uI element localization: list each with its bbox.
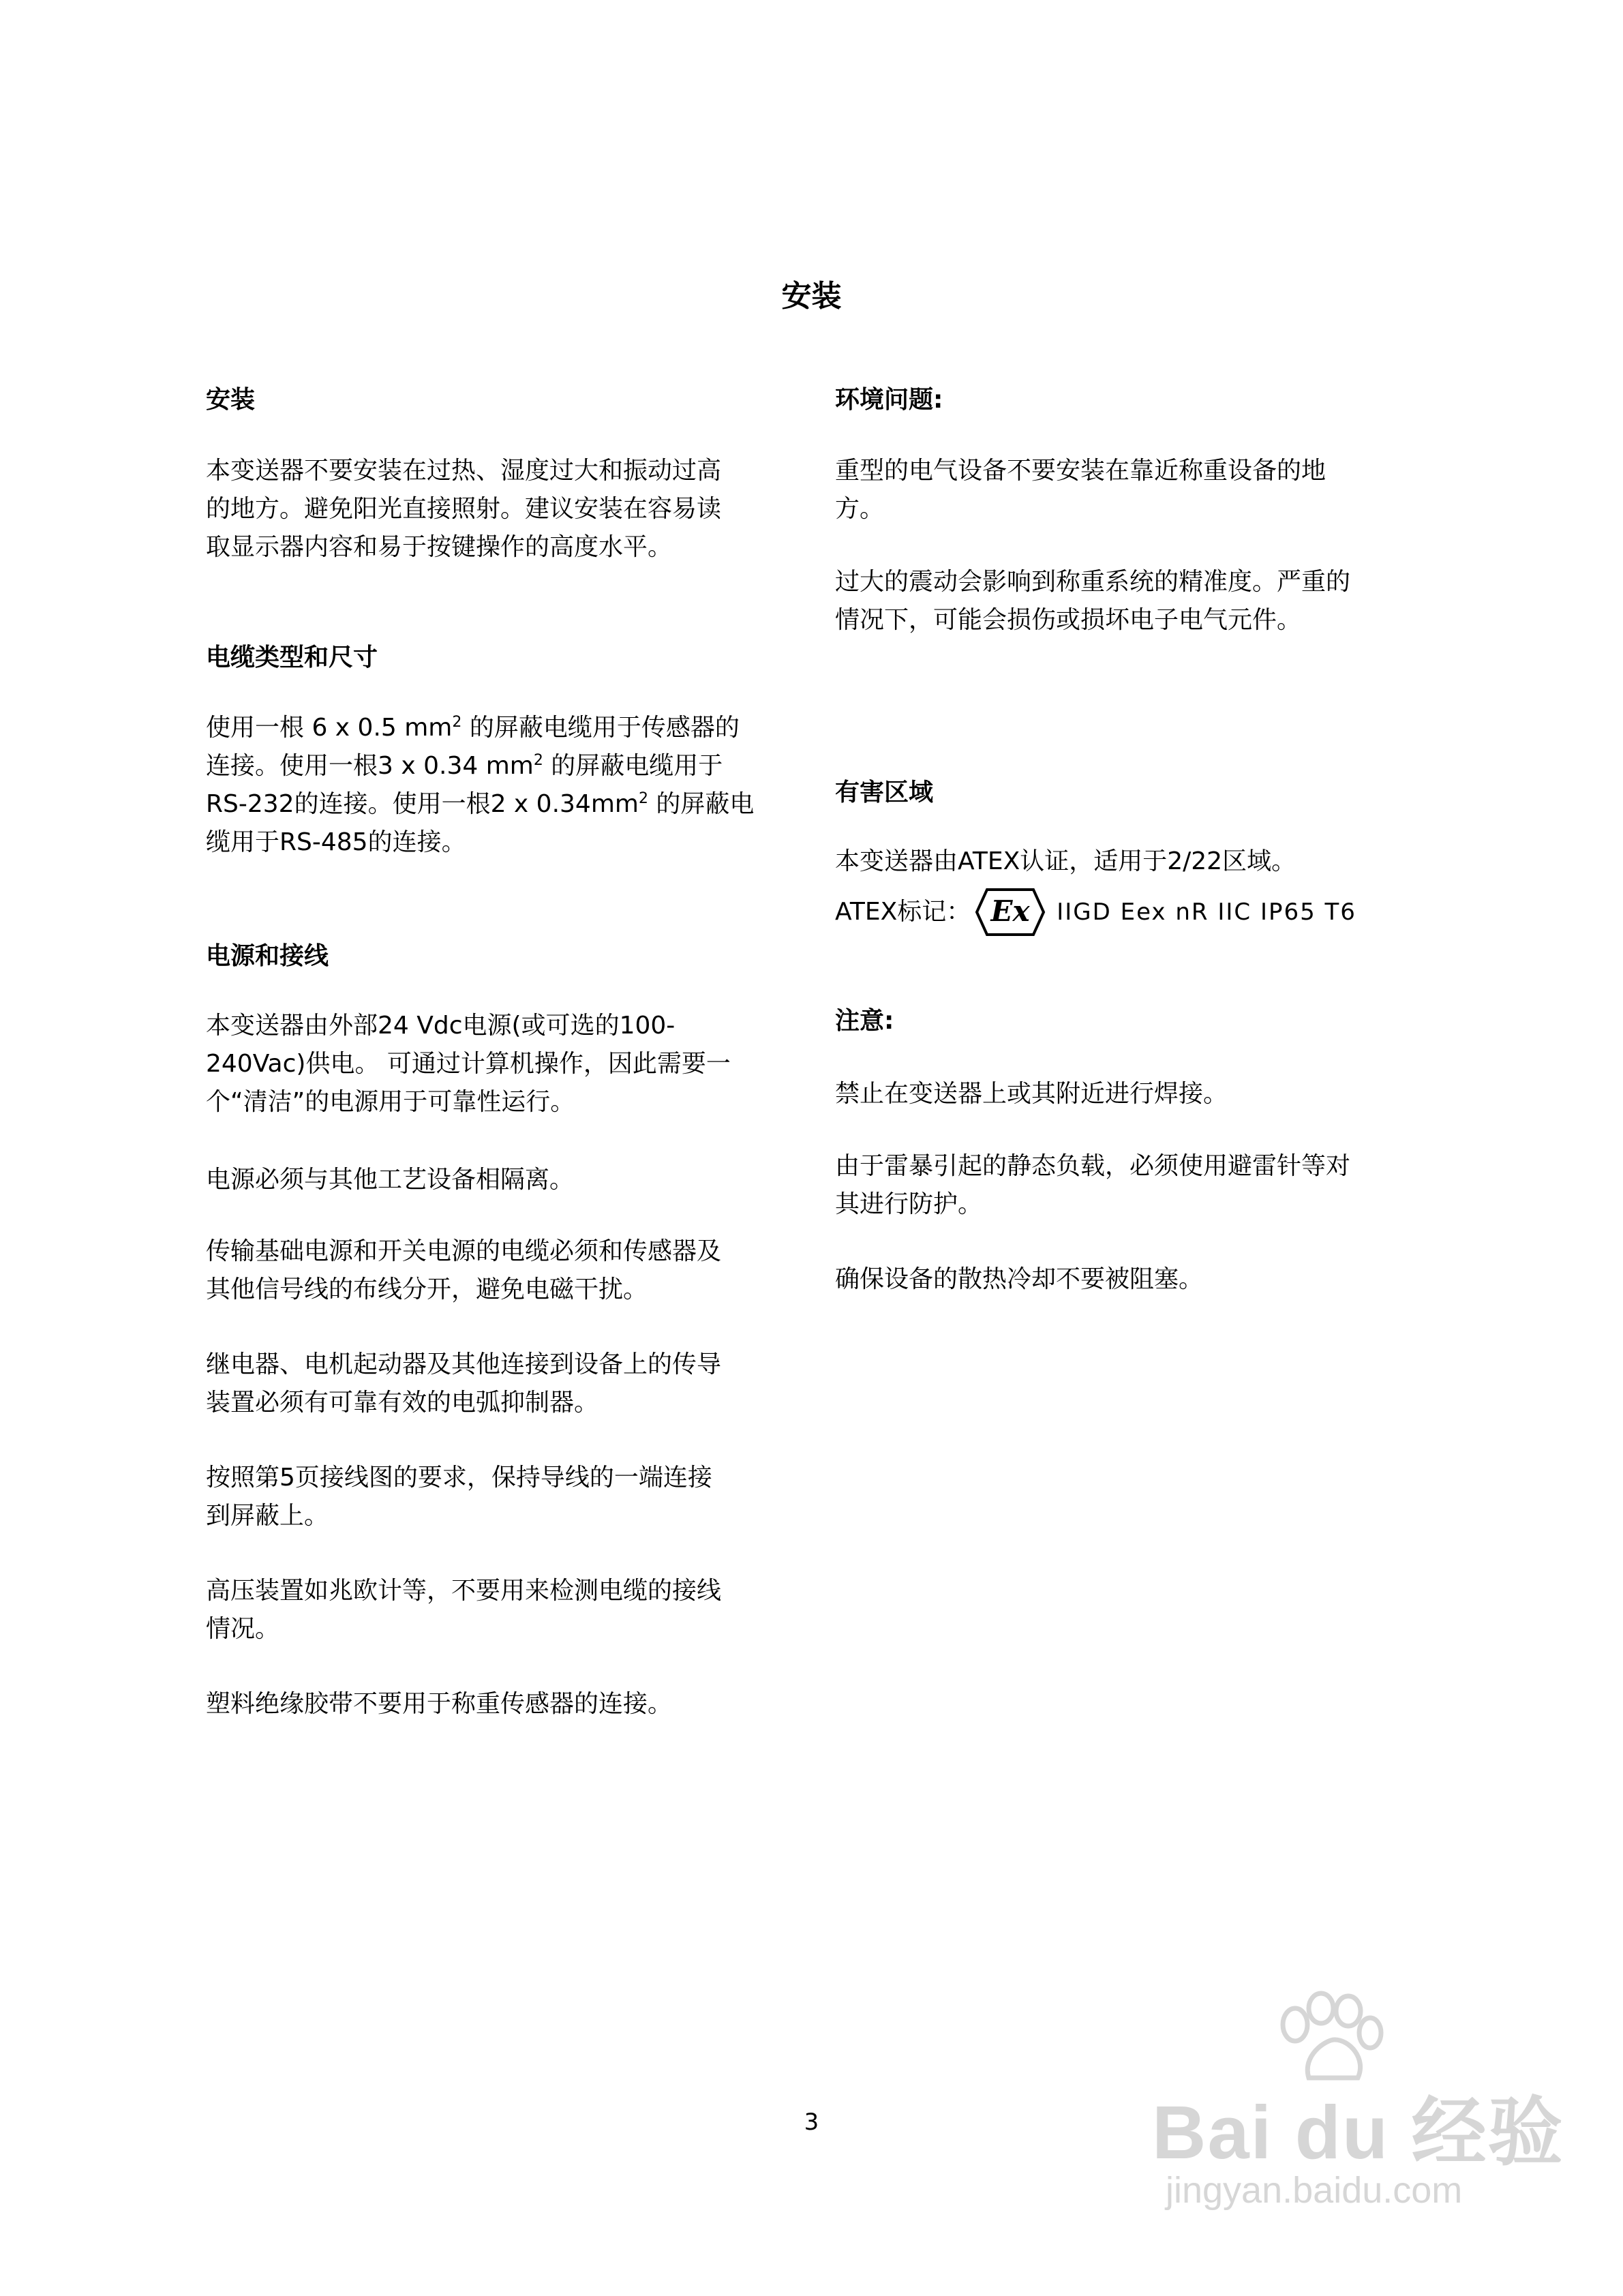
page-number: 3 [804,2109,819,2136]
power-paragraph-6 [206,1572,792,1648]
text-line: 方。 [835,495,885,523]
power-wiring-heading: 电源和接线 [206,942,329,970]
notice-paragraph-3 [835,1260,1428,1299]
text-line: 过大的震动会影响到称重系统的精准度。严重的 [835,568,1351,596]
watermark-brand: Bai du 经验 [1152,2091,1564,2175]
environment-paragraph-2 [835,563,1428,639]
text-line: 电源必须与其他工艺设备相隔离。 [206,1166,575,1194]
power-paragraph-2 [206,1161,792,1199]
text-line: 本变送器不要安装在过热、湿度过大和振动过高 [206,457,722,485]
text-line: 禁止在变送器上或其附近进行焊接。 [835,1080,1228,1108]
text-line: 传输基础电源和开关电源的电缆必须和传感器及 [206,1237,722,1265]
power-paragraph-5 [206,1459,792,1535]
power-paragraph-3 [206,1233,792,1309]
hazardous-area-paragraph [835,843,1428,881]
hazardous-area-heading: 有害区域 [835,779,934,806]
notice-paragraph-1 [835,1075,1428,1113]
superscript: 2 [533,752,543,769]
text-line: 塑料绝缘胶带不要用于称重传感器的连接。 [206,1690,673,1718]
text-segment: 的屏蔽电 [648,790,755,818]
power-paragraph-1 [206,1007,792,1121]
cable-type-paragraph [206,709,792,862]
notice-paragraph-2 [835,1147,1428,1224]
text-line: 其他信号线的布线分开，避免电磁干扰。 [206,1275,648,1303]
text-line: 按照第5页接线图的要求，保持导线的一端连接 [206,1464,712,1492]
text-line: 个“清洁”的电源用于可靠性运行。 [206,1088,575,1116]
cable-type-heading: 电缆类型和尺寸 [206,644,378,671]
paw-icon [1268,1991,1391,2086]
text-segment: 的屏蔽电缆用于 [543,752,723,780]
text-line: 情况。 [206,1615,280,1643]
text-segment: RS-232的连接。使用一根2 x 0.34mm [206,790,639,818]
superscript: 2 [638,790,648,807]
text-line: 确保设备的散热冷却不要被阻塞。 [835,1265,1204,1293]
atex-marking [835,886,1428,938]
watermark-url: jingyan.baidu.com [1166,2170,1463,2211]
text-line [206,747,792,785]
text-line: 本变送器由外部24 Vdc电源(或可选的100- [206,1012,676,1040]
environment-paragraph-1 [835,452,1428,528]
text-line: 缆用于RS-485的连接。 [206,828,466,856]
notice-heading: 注意: [835,1007,894,1035]
text-line: 高压装置如兆欧计等，不要用来检测电缆的接线 [206,1577,722,1605]
baidu-watermark [1152,1991,1564,2216]
text-line [206,709,792,747]
text-line: 本变送器由ATEX认证，适用于2/22区域。 [835,847,1296,875]
power-paragraph-7 [206,1685,792,1723]
text-line: 重型的电气设备不要安装在靠近称重设备的地 [835,457,1326,485]
text-line: 装置必须有可靠有效的电弧抑制器。 [206,1389,599,1417]
ex-hexagon-icon [975,888,1046,937]
installation-paragraph [206,452,792,567]
atex-label: ATEX标记： [835,898,971,926]
text-line [206,785,792,824]
page-title: 安装 [781,279,842,314]
text-segment: 使用一根 6 x 0.5 mm [206,714,453,742]
text-line: 的地方。避免阳光直接照射。建议安装在容易读 [206,495,722,523]
text-line: 240Vac)供电。 可通过计算机操作，因此需要一 [206,1050,731,1078]
ex-symbol-text: Ex [990,894,1030,928]
text-line: 到屏蔽上。 [206,1502,329,1530]
text-segment: 连接。使用一根3 x 0.34 mm [206,752,534,780]
superscript: 2 [452,714,462,731]
atex-code: IIGD Eex nR IIC IP65 T6 [1057,898,1356,926]
installation-heading: 安装 [206,386,256,414]
power-paragraph-4 [206,1346,792,1422]
text-segment: 的屏蔽电缆用于传感器的 [461,714,740,742]
text-line: 其进行防护。 [835,1190,983,1218]
text-line: 继电器、电机起动器及其他连接到设备上的传导 [206,1350,722,1378]
text-line: 情况下，可能会损伤或损坏电子电气元件。 [835,606,1302,634]
text-line: 取显示器内容和易于按键操作的高度水平。 [206,533,673,561]
environment-heading: 环境问题: [835,386,943,414]
text-line: 由于雷暴引起的静态负载，必须使用避雷针等对 [835,1152,1351,1180]
